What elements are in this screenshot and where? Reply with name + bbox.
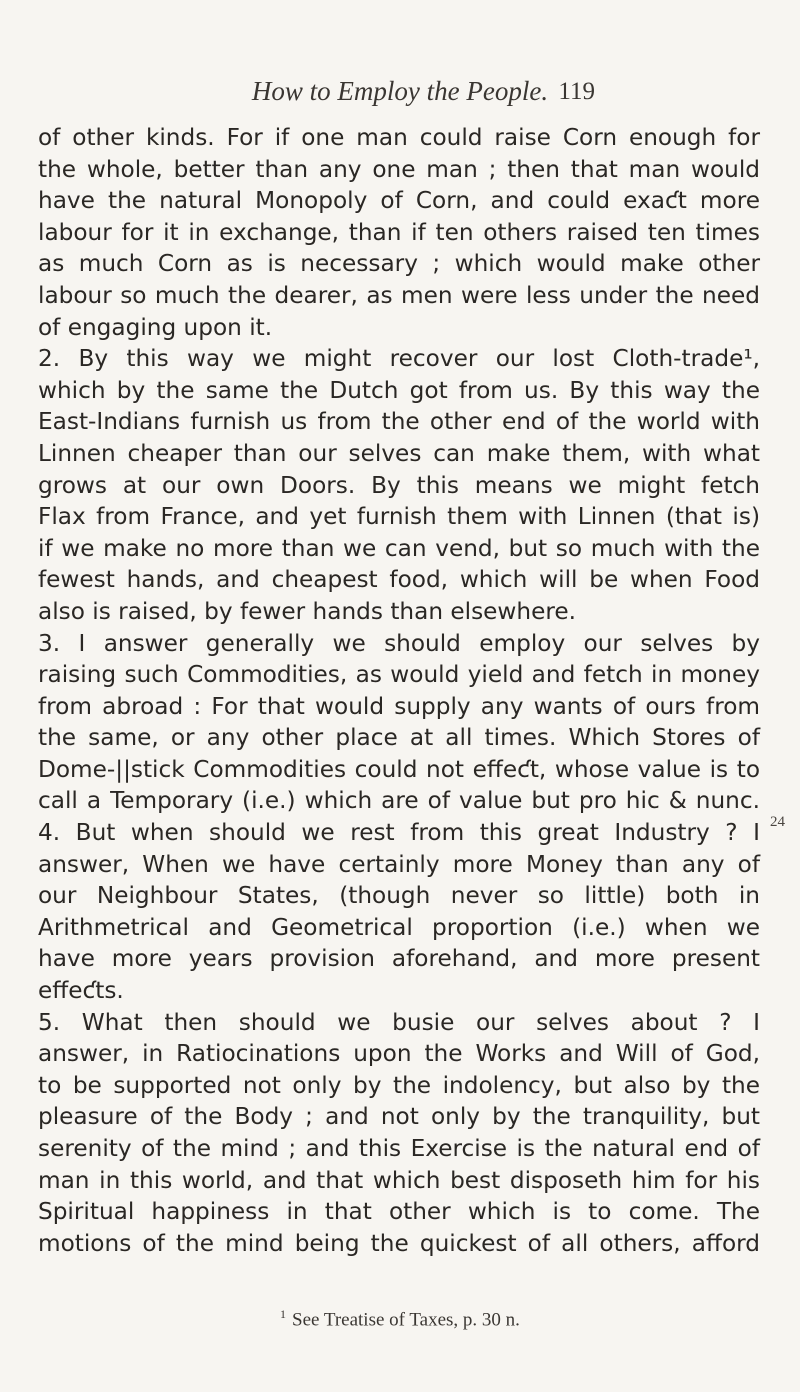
text-line: Flax from France, and yet furnish them with Linnen (that is) xyxy=(38,503,760,531)
footnote xyxy=(0,1307,800,1331)
text-line: also is raised, by fewer hands than elsewhere. xyxy=(38,597,577,625)
text-line: grows at our own Doors. By this means we might fetch xyxy=(38,471,760,499)
text-line: answer, When we have certainly more Money than any of xyxy=(38,850,760,878)
text-line: raising such Commodities, as would yield and fetch in money xyxy=(38,661,760,689)
text-line: to be supported not only by the indolency, but also by the xyxy=(38,1071,760,1099)
body-text xyxy=(38,122,760,1259)
page-number: 119 xyxy=(558,78,595,105)
text-line: 2. By this way we might recover our lost Cloth-trade¹, xyxy=(38,345,760,373)
text-line: which by the same the Dutch got from us. By this way the xyxy=(38,376,760,404)
text-line: Spiritual happiness in that other which is to come. The xyxy=(38,1198,760,1226)
text-line: labour for it in exchange, than if ten others raised ten times xyxy=(38,218,760,246)
text-line: 4. But when should we rest from this great Industry ? I xyxy=(38,819,760,847)
text-line: motions of the mind being the quickest of all others, afford xyxy=(38,1229,760,1257)
footnote-marker: 1 xyxy=(280,1307,287,1321)
text-line: labour so much the dearer, as men were less under the need xyxy=(38,281,760,309)
text-line: call a Temporary (i.e.) which are of value but pro hic & nunc. xyxy=(38,787,760,815)
text-line: have the natural Monopoly of Corn, and could exaƈt more xyxy=(38,187,760,215)
text-line: our Neighbour States, (though never so little) both in xyxy=(38,882,760,910)
text-line: East-Indians furnish us from the other end of the world with xyxy=(38,408,760,436)
text-line: fewest hands, and cheapest food, which will be when Food xyxy=(38,566,760,594)
text-line: Linnen cheaper than our selves can make them, with what xyxy=(38,439,760,467)
text-line: the whole, better than any one man ; then that man would xyxy=(38,155,760,183)
footnote-text: See Treatise of Taxes, p. 30 n. xyxy=(292,1309,520,1331)
text-line: as much Corn as is necessary ; which would make other xyxy=(38,250,760,278)
text-line: of engaging upon it. xyxy=(38,313,273,341)
text-line: from abroad : For that would supply any wants of ours from xyxy=(38,692,760,720)
running-title: How to Employ the People. xyxy=(251,76,549,106)
text-line: of other kinds. For if one man could raise Corn enough for xyxy=(38,124,760,151)
text-line: if we make no more than we can vend, but so much with the xyxy=(38,534,760,562)
text-line: 3. I answer generally we should employ our selves by xyxy=(38,629,760,657)
text-line: Dome-||stick Commodities could not effeƈt, whose value is to xyxy=(38,755,760,783)
margin-line-number: 24 xyxy=(770,814,785,830)
text-line: the same, or any other place at all times. Which Stores of xyxy=(38,724,760,752)
text-line: Arithmetrical and Geometrical proportion (i.e.) when we xyxy=(38,913,760,941)
page-header xyxy=(0,74,800,114)
text-line: effeƈts. xyxy=(38,977,124,1005)
text-line: pleasure of the Body ; and not only by the tranquility, but xyxy=(38,1103,760,1131)
text-line: 5. What then should we busie our selves about ? I xyxy=(38,1008,760,1036)
text-line: serenity of the mind ; and this Exercise is the natural end of xyxy=(38,1135,760,1162)
text-line: have more years provision aforehand, and more present xyxy=(38,945,760,973)
text-line: answer, in Ratiocinations upon the Works and Will of God, xyxy=(38,1040,760,1068)
text-line: man in this world, and that which best disposeth him for his xyxy=(38,1166,760,1194)
